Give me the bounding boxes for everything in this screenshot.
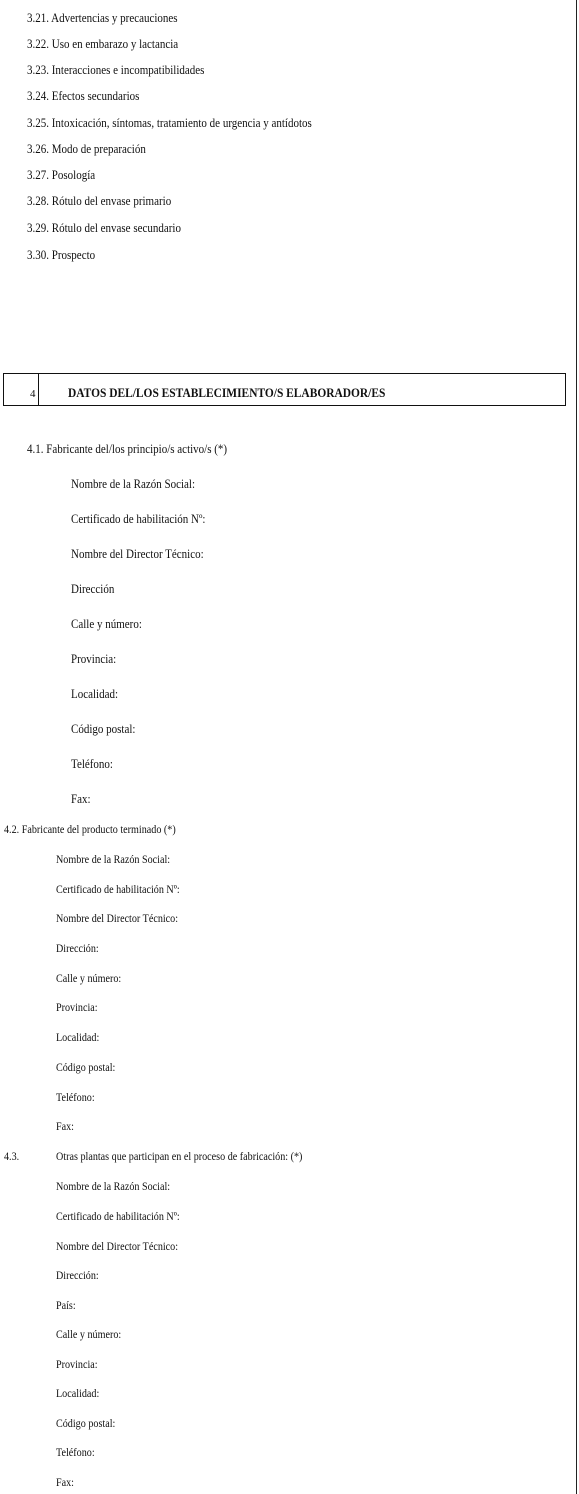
field-label: Teléfono:	[56, 1092, 95, 1104]
subsection-4-2-heading: 4.2. Fabricante del producto terminado (*)	[4, 824, 176, 836]
field-label: País:	[56, 1300, 76, 1312]
field-label: Certificado de habilitación Nº:	[71, 512, 206, 526]
list-item: 3.24. Efectos secundarios	[27, 89, 140, 103]
field-label: Nombre de la Razón Social:	[56, 1181, 171, 1193]
subsection-4-3-number: 4.3.	[4, 1151, 20, 1163]
field-label: Código postal:	[56, 1418, 116, 1430]
field-label: Nombre del Director Técnico:	[56, 913, 179, 925]
list-item: 3.27. Posología	[27, 168, 96, 182]
field-label: Fax:	[71, 792, 91, 806]
field-label: Teléfono:	[71, 757, 113, 771]
section-number-cell	[4, 374, 39, 405]
field-label: Fax:	[56, 1477, 74, 1489]
list-item: 3.26. Modo de preparación	[27, 142, 146, 156]
field-label: Calle y número:	[71, 617, 142, 631]
list-item: 3.21. Advertencias y precauciones	[27, 11, 178, 25]
section-title: DATOS DEL/LOS ESTABLECIMIENTO/S ELABORADOR/ES	[68, 385, 386, 400]
list-item: 3.23. Interacciones e incompatibilidades	[27, 63, 205, 77]
field-label: Código postal:	[71, 722, 136, 736]
page-right-border	[576, 0, 577, 1494]
list-item: 3.22. Uso en embarazo y lactancia	[27, 37, 179, 51]
field-label: Certificado de habilitación Nº:	[56, 884, 180, 896]
field-label: Certificado de habilitación Nº:	[56, 1211, 180, 1223]
field-label: Localidad:	[71, 687, 119, 701]
field-label: Fax:	[56, 1121, 74, 1133]
field-label: Teléfono:	[56, 1447, 95, 1459]
list-item: 3.25. Intoxicación, síntomas, tratamiento de urgencia y antídotos	[27, 116, 312, 130]
field-label: Provincia:	[56, 1002, 98, 1014]
field-label: Nombre de la Razón Social:	[71, 477, 196, 491]
subsection-4-1-heading: 4.1. Fabricante del/los principio/s activo/s (*)	[27, 442, 228, 456]
field-label: Dirección:	[56, 943, 99, 955]
list-item: 3.29. Rótulo del envase secundario	[27, 221, 181, 235]
field-label: Nombre de la Razón Social:	[56, 854, 171, 866]
field-label: Código postal:	[56, 1062, 116, 1074]
list-item: 3.28. Rótulo del envase primario	[27, 194, 172, 208]
field-label: Dirección	[71, 582, 115, 596]
field-label: Localidad:	[56, 1388, 100, 1400]
field-label: Nombre del Director Técnico:	[56, 1241, 179, 1253]
field-label: Provincia:	[71, 652, 117, 666]
field-label: Localidad:	[56, 1032, 100, 1044]
field-label: Dirección:	[56, 1270, 99, 1282]
field-label: Provincia:	[56, 1359, 98, 1371]
section-4-header	[3, 373, 566, 406]
field-label: Calle y número:	[56, 973, 122, 985]
field-label: Nombre del Director Técnico:	[71, 547, 204, 561]
field-label: Calle y número:	[56, 1329, 122, 1341]
list-item: 3.30. Prospecto	[27, 248, 96, 262]
subsection-4-3-heading: Otras plantas que participan en el proceso de fabricación: (*)	[56, 1151, 303, 1163]
section-number: 4	[30, 388, 36, 400]
